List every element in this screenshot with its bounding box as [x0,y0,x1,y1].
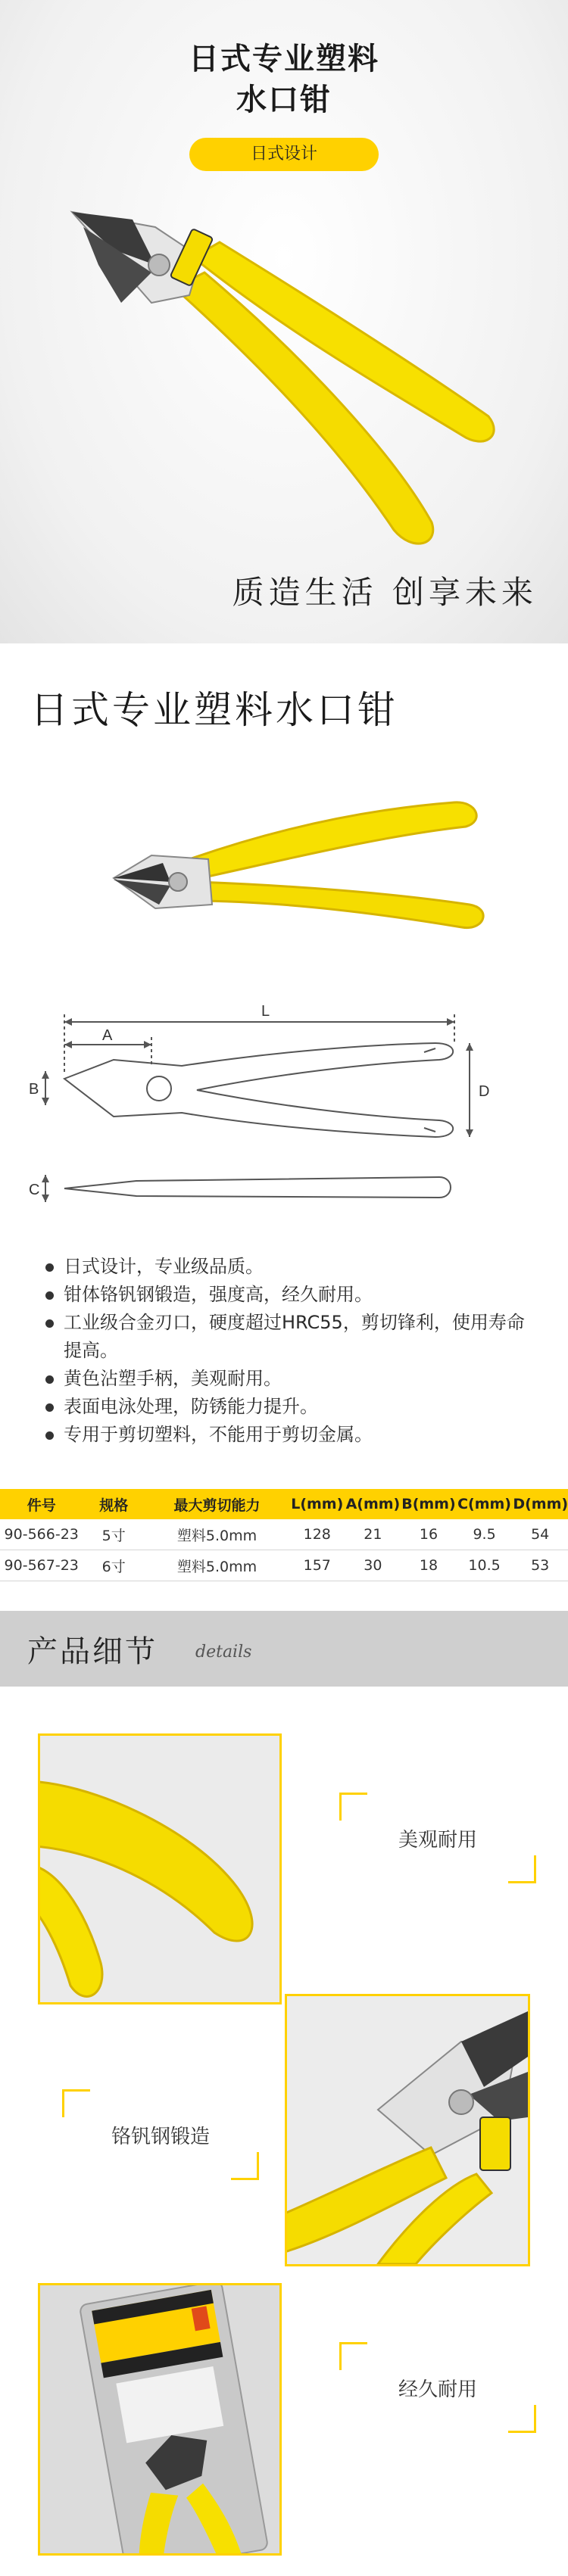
header-l: L(mm) [289,1489,345,1519]
dim-label-c: C [29,1182,40,1198]
cell-max-cut: 塑料5.0mm [145,1550,289,1581]
detail-label-frame [339,1793,536,1883]
header-part-no: 件号 [0,1489,83,1519]
feature-item: 专用于剪切塑料，不能用于剪切金属。 [45,1421,530,1449]
table-row [0,1550,568,1581]
hero-title-line2: 水口钳 [236,83,332,117]
dim-label-b: B [29,1081,39,1098]
cell-d: 53 [512,1550,568,1581]
feature-item: 钳体铬钒钢锻造，强度高，经久耐用。 [45,1281,530,1309]
detail-photo-package [38,2283,282,2556]
cell-size: 6寸 [83,1550,145,1581]
detail-photo-handle [38,1733,282,2004]
detail-label-3: 经久耐用 [398,2378,477,2401]
feature-item: 工业级合金刃口，硬度超过HRC55，剪切锋利，使用寿命提高。 [45,1309,530,1365]
cell-l: 128 [289,1519,345,1550]
header-d: D(mm) [512,1489,568,1519]
detail-photo-jaw [285,1994,530,2266]
detail-label-frame [339,2342,536,2433]
header-b: B(mm) [401,1489,457,1519]
pliers-hero-icon [0,0,568,643]
header-max-cut: 最大剪切能力 [145,1489,289,1519]
details-header [0,1611,568,1687]
details-title: 产品细节 [27,1634,158,1669]
feature-list [45,1253,530,1449]
feature-item: 表面电泳处理，防锈能力提升。 [45,1393,530,1421]
cell-l: 157 [289,1550,345,1581]
cell-part-no: 90-566-23 [0,1519,83,1550]
design-badge: 日式设计 [189,138,379,171]
detail-label-frame [62,2089,259,2180]
cell-a: 21 [345,1519,401,1550]
header-size: 规格 [83,1489,145,1519]
details-subtitle: details [195,1643,252,1662]
dim-label-d: D [479,1083,490,1100]
feature-item: 日式设计，专业级品质。 [45,1253,530,1281]
spec-table [0,1489,568,1581]
package-icon [40,2285,279,2553]
header-c: C(mm) [457,1489,513,1519]
pliers-photo-icon [0,787,568,969]
cell-part-no: 90-567-23 [0,1550,83,1581]
cell-b: 18 [401,1550,457,1581]
cell-c: 9.5 [457,1519,513,1550]
hero-banner [0,0,568,643]
cell-b: 16 [401,1519,457,1550]
dim-label-a: A [102,1027,113,1044]
spec-header-row [0,1489,568,1519]
detail-label-2: 铬钒钢锻造 [111,2126,210,2148]
jaw-closeup-icon [287,1996,528,2264]
cell-max-cut: 塑料5.0mm [145,1519,289,1550]
feature-item: 黄色沾塑手柄，美观耐用。 [45,1365,530,1393]
cell-a: 30 [345,1550,401,1581]
table-row [0,1519,568,1550]
detail-label-1: 美观耐用 [398,1829,477,1852]
cell-size: 5寸 [83,1519,145,1550]
handle-closeup-icon [40,1736,279,2002]
dim-label-l: L [261,1003,270,1020]
cell-c: 10.5 [457,1550,513,1581]
cell-d: 54 [512,1519,568,1550]
hero-title-line1: 日式专业塑料 [189,42,379,76]
product-title: 日式专业塑料水口钳 [30,688,398,732]
dimension-diagram [0,999,568,1226]
header-a: A(mm) [345,1489,401,1519]
slogan: 质造生活 创享未来 [232,574,538,611]
